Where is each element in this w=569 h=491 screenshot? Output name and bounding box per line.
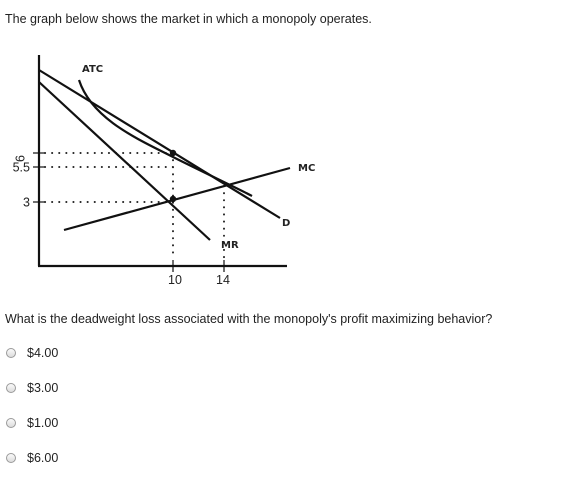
answer-option-label: $6.00 (27, 451, 59, 465)
mc-label: MC (298, 163, 316, 174)
question-prompt: What is the deadweight loss associated with the monopoly's profit maximizing behavior? (5, 312, 493, 326)
point-monopoly-price (170, 150, 176, 156)
answer-option[interactable] (6, 413, 58, 433)
answer-option-label: $1.00 (27, 416, 59, 430)
radio-button[interactable] (6, 383, 16, 393)
x-tick-label-10: 10 (168, 273, 182, 287)
y-tick-label-3: 3 (23, 195, 30, 210)
answer-options (6, 343, 58, 483)
answer-option[interactable] (6, 378, 58, 398)
radio-button[interactable] (6, 453, 16, 463)
radio-button[interactable] (6, 418, 16, 428)
atc-label: ATC (82, 64, 104, 75)
x-tick-label-14: 14 (216, 273, 230, 287)
radio-button[interactable] (6, 348, 16, 358)
y-tick-label-5-5: 5.5 (12, 160, 30, 175)
marginal-revenue-curve (39, 82, 210, 240)
demand-label: D (282, 218, 291, 229)
point-mr-equals-mc (170, 196, 176, 202)
answer-option-label: $3.00 (27, 381, 59, 395)
demand-curve (39, 70, 280, 218)
answer-option[interactable] (6, 448, 58, 468)
marginal-cost-curve (64, 168, 290, 230)
mr-label: MR (221, 240, 239, 251)
answer-option[interactable] (6, 343, 58, 363)
question-intro: The graph below shows the market in which a monopoly operates. (5, 12, 372, 26)
monopoly-graph (0, 40, 340, 300)
answer-option-label: $4.00 (27, 346, 59, 360)
average-total-cost-curve (79, 80, 252, 196)
y-tick-label-6: 6 (13, 155, 28, 162)
